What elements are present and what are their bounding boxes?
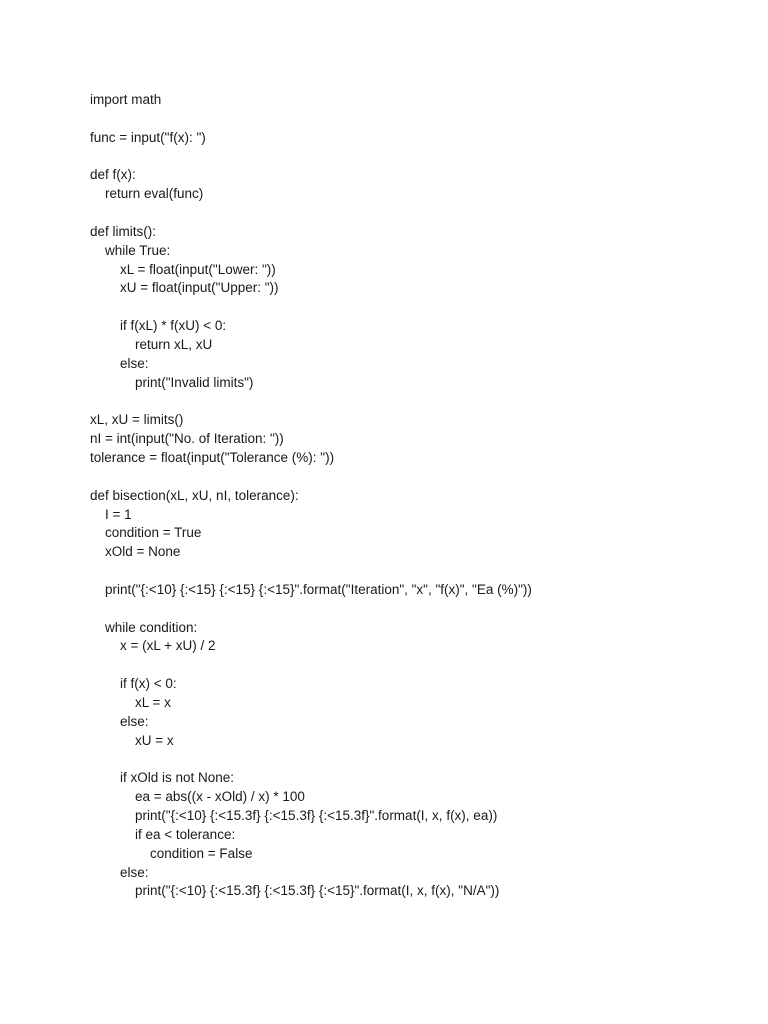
- code-line: xL = x: [90, 695, 171, 710]
- code-line: print("{:<10} {:<15.3f} {:<15.3f} {:<15.3f}".format(I, x, f(x), ea)): [90, 808, 498, 824]
- code-line: condition = True: [90, 525, 202, 541]
- code-line: xU = x: [90, 732, 174, 748]
- code-line: if xOld is not None:: [90, 770, 235, 786]
- code-line: [90, 148, 750, 167]
- code-line: [90, 562, 750, 581]
- code-line: else:: [90, 713, 149, 729]
- code-line: [90, 393, 750, 412]
- code-line: print("{:<10} {:<15.3f} {:<15.3f} {:<15}".format(I, x, f(x), "N/A")): [90, 883, 500, 899]
- code-line: else:: [90, 355, 149, 371]
- code-line: [90, 110, 750, 129]
- code-line: if f(x) < 0:: [90, 676, 177, 692]
- code-line: tolerance = float(input("Tolerance (%): ")): [90, 450, 335, 466]
- code-line: while condition:: [90, 619, 198, 635]
- code-line: x = (xL + xU) / 2: [90, 638, 216, 654]
- code-line: xL, xU = limits(): [90, 412, 184, 428]
- code-line: xL = float(input("Lower: ")): [90, 261, 276, 277]
- code-line: [90, 656, 750, 675]
- code-line: xOld = None: [90, 544, 181, 560]
- code-line: return xL, xU: [90, 336, 213, 352]
- code-line: def bisection(xL, xU, nI, tolerance):: [90, 487, 299, 503]
- code-line: if ea < tolerance:: [90, 826, 236, 842]
- code-listing: [90, 91, 750, 901]
- code-line: xU = float(input("Upper: ")): [90, 280, 279, 296]
- code-line: def f(x):: [90, 167, 136, 183]
- code-line: print("{:<10} {:<15} {:<15} {:<15}".format("Iteration", "x", "f(x)", "Ea (%)")): [90, 581, 532, 597]
- code-line: def limits():: [90, 223, 157, 239]
- code-line: print("Invalid limits"): [90, 374, 254, 390]
- code-line: [90, 600, 750, 619]
- code-line: [90, 298, 750, 317]
- code-line: [90, 468, 750, 487]
- code-line: if f(xL) * f(xU) < 0:: [90, 318, 227, 334]
- code-line: else:: [90, 864, 149, 880]
- code-line: return eval(func): [90, 186, 204, 202]
- code-line: condition = False: [90, 845, 253, 861]
- code-line: import math: [90, 92, 162, 107]
- code-line: func = input("f(x): "): [90, 129, 206, 145]
- code-line: I = 1: [90, 506, 132, 522]
- code-line: [90, 204, 750, 223]
- code-line: ea = abs((x - xOld) / x) * 100: [90, 789, 305, 805]
- code-line: while True:: [90, 242, 171, 258]
- code-line: [90, 751, 750, 770]
- code-line: nI = int(input("No. of Iteration: ")): [90, 431, 284, 447]
